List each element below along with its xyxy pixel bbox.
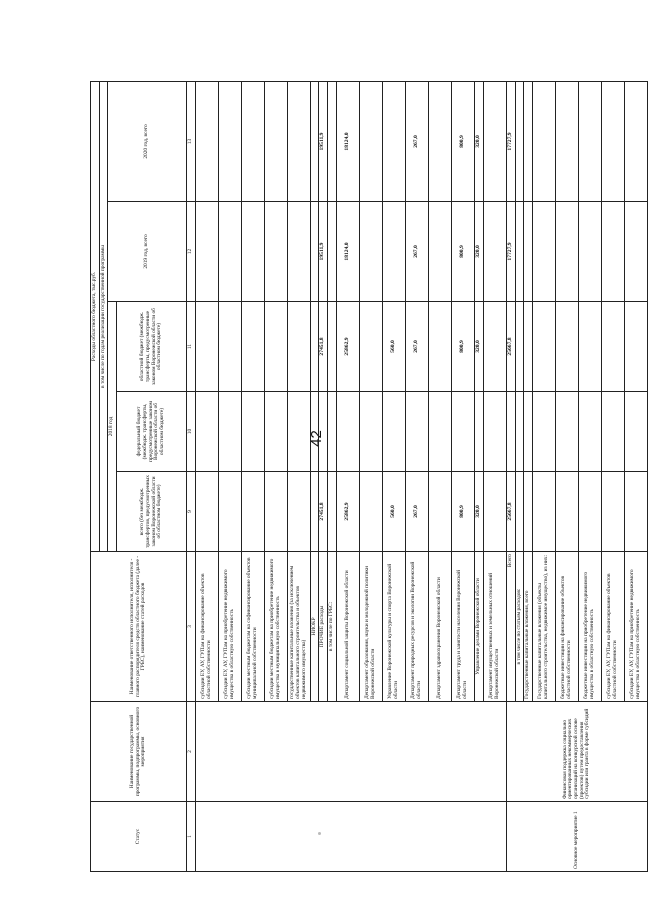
value-2020: 18124,0 <box>336 82 359 202</box>
value-2019: 18124,0 <box>336 202 359 302</box>
row-label: субсидии местным бюджетам на софинансирование объектов муниципальной собственности <box>241 552 264 702</box>
header-col-total: всего (без межбюдж. трансфертов, предусмотренных законом Воронежской области об областном бюджете) <box>117 472 187 552</box>
value-2019 <box>359 202 382 302</box>
row-label: Департамент труда и занятости населения Воронежской области <box>451 552 474 702</box>
value-total <box>359 472 382 552</box>
header-col-2020: 2020 год, всего <box>108 82 187 202</box>
value-2019 <box>601 202 624 302</box>
row-label: субсидии ЕУ, АУ, ГУПам на приобретение недвижимого имущества в областную собственность <box>624 552 647 702</box>
value-total <box>428 472 451 552</box>
value-2020: 267,0 <box>405 82 428 202</box>
value-total <box>532 472 555 552</box>
value-total <box>515 472 524 552</box>
col-number: 13 <box>187 82 196 202</box>
budget-table <box>90 81 648 872</box>
value-total: 267,0 <box>405 472 428 552</box>
value-regional <box>264 302 287 392</box>
row-label: Государственные капитальные вложения, всего <box>524 552 533 702</box>
value-regional: 560,0 <box>382 302 405 392</box>
row-label: Департамент образования, науки и молодежной политики Воронежской области <box>359 552 382 702</box>
page-number: 42 <box>307 430 325 447</box>
value-2019 <box>382 202 405 302</box>
row-label: субсидии ЕУ, АУ, ГУПам на приобретение недвижимого имущества в областную собственность <box>218 552 241 702</box>
value-2020 <box>382 82 405 202</box>
value-total <box>195 472 218 552</box>
value-2020 <box>359 82 382 202</box>
value-total: 25862,9 <box>336 472 359 552</box>
value-total <box>328 472 337 552</box>
value-2020 <box>241 82 264 202</box>
value-regional: 25862,9 <box>336 302 359 392</box>
value-2019 <box>428 202 451 302</box>
header-program-name: Наименование государственной программы, подпрограммы, основного мероприятия <box>91 702 187 802</box>
value-2019: 267,0 <box>405 202 428 302</box>
value-2019 <box>524 202 533 302</box>
header-col-federal: федеральный бюджет (межбюдж. трансферты, предусмотренные законом Воронежской области об областном бюджете) <box>117 392 187 472</box>
header-col-2019: 2019 год, всего <box>108 202 187 302</box>
row-label: Департамент социальной защиты Воронежской области <box>336 552 359 702</box>
value-2020 <box>601 82 624 202</box>
col-number: 9 <box>187 472 196 552</box>
row-label: субсидии местным бюджетам на приобретение недвижимого имущества в муниципальную собственность <box>264 552 287 702</box>
value-2020 <box>515 82 524 202</box>
value-2020 <box>578 82 601 202</box>
value-total <box>483 472 506 552</box>
value-total <box>264 472 287 552</box>
row-label: в том числе по ГРБС: <box>328 552 337 702</box>
value-regional <box>555 302 578 392</box>
value-regional <box>287 302 310 392</box>
value-regional <box>218 302 241 392</box>
row-label: государственные капитальные вложения (за исключением объектов капитального строительства и объектов недвижимого имущества) <box>287 552 310 702</box>
value-2020 <box>483 82 506 202</box>
row-label: Управление Воронежской культуры и спорта Воронежской области <box>382 552 405 702</box>
value-2019 <box>195 202 218 302</box>
row-label: Всего <box>506 552 515 702</box>
value-regional: 25667,8 <box>506 302 515 392</box>
col-number: 10 <box>187 392 196 472</box>
value-2019 <box>241 202 264 302</box>
value-2020: 800,9 <box>451 82 474 202</box>
value-2019 <box>218 202 241 302</box>
value-regional <box>515 302 524 392</box>
value-total: 25667,8 <box>506 472 515 552</box>
status-cell-blank <box>195 802 506 872</box>
column-number-row <box>187 82 196 872</box>
row-label: в том числе по статьям расходов: <box>515 552 524 702</box>
value-2020 <box>532 82 555 202</box>
value-2019: 320,0 <box>474 202 483 302</box>
value-total: 560,0 <box>382 472 405 552</box>
value-2019 <box>328 202 337 302</box>
col-number: 3 <box>187 552 196 702</box>
value-total <box>218 472 241 552</box>
header-col-regional: областной бюджет (межбюдж. трансферты, предусмотренные законом Воронежской области об областном бюджете) <box>117 302 187 392</box>
value-2019 <box>532 202 555 302</box>
value-2020 <box>287 82 310 202</box>
row-label: субсидии ЕУ, АУ, ГУПам на финансирование объектов областной собственности <box>195 552 218 702</box>
value-2019: 17727,9 <box>506 202 515 302</box>
value-2020 <box>310 82 319 202</box>
value-2019 <box>287 202 310 302</box>
value-2020 <box>328 82 337 202</box>
row-label: НИОКР <box>310 552 319 702</box>
value-2020 <box>555 82 578 202</box>
main-event-status: Основное мероприятие 1 <box>506 802 647 872</box>
value-regional <box>241 302 264 392</box>
value-total: 800,9 <box>451 472 474 552</box>
value-total <box>310 472 319 552</box>
value-total <box>601 472 624 552</box>
value-regional: 267,0 <box>405 302 428 392</box>
col-number: 1 <box>187 802 196 872</box>
value-2019 <box>624 202 647 302</box>
row-label: Департамент имущественных и земельных отношений Воронежской области <box>483 552 506 702</box>
main-event-name: Финансовая поддержка социально ориентированных некоммерческих организаций на конкурсной основе (проектов) путем предоставления субсидии или гранта в форме субсидий <box>506 702 647 802</box>
value-regional <box>483 302 506 392</box>
value-total <box>624 472 647 552</box>
col-number: 11 <box>187 302 196 392</box>
value-regional <box>310 302 319 392</box>
row-label: Государственные капитальные вложения (объекты капитального строительства, недвижимое имущество), из них: <box>532 552 555 702</box>
header-funding-sub: в том числе по годам реализации государственной программы <box>99 82 108 552</box>
value-2019 <box>515 202 524 302</box>
value-regional: 800,9 <box>451 302 474 392</box>
col-number: 2 <box>187 702 196 802</box>
value-total <box>241 472 264 552</box>
value-2020: 19511,9 <box>319 82 328 202</box>
value-total <box>287 472 310 552</box>
value-regional <box>601 302 624 392</box>
value-regional <box>195 302 218 392</box>
value-2020 <box>624 82 647 202</box>
row-label: Департамент здравоохранения Воронежской области <box>428 552 451 702</box>
value-total <box>555 472 578 552</box>
value-2019: 19511,9 <box>319 202 328 302</box>
col-number: 12 <box>187 202 196 302</box>
header-year-2018: 2018 год <box>108 302 117 552</box>
row-label: бюджетные инвестиции на приобретение недвижимого имущества в областную собственность <box>578 552 601 702</box>
value-2019 <box>483 202 506 302</box>
value-regional: 320,0 <box>474 302 483 392</box>
value-2020: 320,0 <box>474 82 483 202</box>
value-2020 <box>218 82 241 202</box>
row-label: субсидии ЕУ, АУ, ГУПам на финансирование объектов областной собственности <box>601 552 624 702</box>
value-regional <box>578 302 601 392</box>
value-2020 <box>195 82 218 202</box>
header-funding-top: Расходы областного бюджета, тыс.руб. <box>91 82 100 552</box>
rotated-table-sheet <box>90 82 641 872</box>
header-executor: Наименование ответственного исполнителя, исполнителя - главного распорядителя средств областного бюджета (далее - ГРБС), наименование статей расходов <box>91 552 187 702</box>
row-label: ПРОЧИЕ расходы <box>319 552 328 702</box>
value-regional <box>359 302 382 392</box>
value-total: 320,0 <box>474 472 483 552</box>
value-total <box>524 472 533 552</box>
row-label: бюджетные инвестиции на финансирование объектов областной собственности <box>555 552 578 702</box>
value-2019 <box>310 202 319 302</box>
row-label: Департамент природных ресурсов и экологии Воронежской области <box>405 552 428 702</box>
value-regional <box>428 302 451 392</box>
value-total <box>578 472 601 552</box>
value-regional <box>524 302 533 392</box>
row-label: Управление делами Воронежской области <box>474 552 483 702</box>
header-status: Статус <box>91 802 187 872</box>
value-2019 <box>555 202 578 302</box>
table-row <box>506 82 515 872</box>
value-2020 <box>524 82 533 202</box>
value-regional <box>532 302 555 392</box>
value-regional <box>624 302 647 392</box>
value-regional: 27451,8 <box>319 302 328 392</box>
value-2019: 800,9 <box>451 202 474 302</box>
value-2019 <box>578 202 601 302</box>
value-regional <box>328 302 337 392</box>
value-2019 <box>264 202 287 302</box>
table-row <box>195 82 218 872</box>
value-2020: 17727,9 <box>506 82 515 202</box>
value-2020 <box>264 82 287 202</box>
value-total: 27451,8 <box>319 472 328 552</box>
value-2020 <box>428 82 451 202</box>
program-cell-blank <box>195 702 506 802</box>
